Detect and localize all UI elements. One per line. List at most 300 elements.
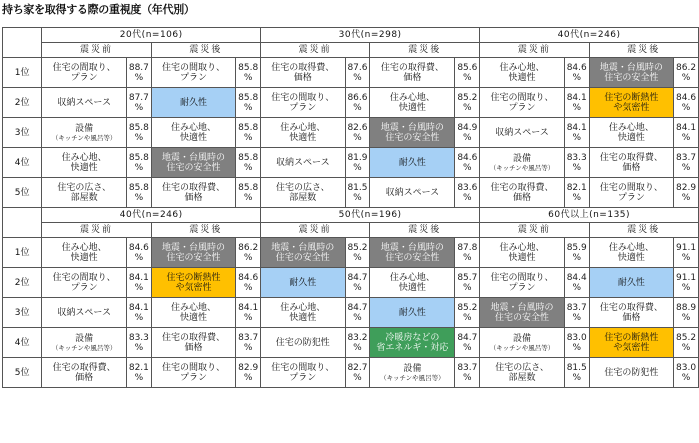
value-number: 88.7	[128, 62, 149, 73]
value-unit: %	[134, 132, 144, 143]
value-unit: %	[243, 72, 253, 83]
value-cell	[455, 178, 480, 208]
value-cell	[345, 148, 370, 178]
item-cell	[480, 148, 565, 178]
value-cell	[345, 58, 370, 88]
age-group-header: 40代(n=246)	[480, 28, 699, 43]
rank-label: 5位	[3, 178, 42, 208]
item-text: 地震・台風時の 住宅の安全性	[380, 122, 444, 143]
value-cell	[345, 328, 370, 358]
sub-header-before: 震災前	[261, 43, 370, 58]
item-cell	[42, 268, 127, 298]
value-cell	[455, 148, 480, 178]
item-cell	[480, 238, 565, 268]
item-text: 住み心地、 快適性	[499, 242, 545, 263]
item-text: 地震・台風時の 住宅の安全性	[162, 152, 226, 173]
value-number: 82.6	[347, 122, 368, 133]
item-text: 住宅の取得費、 価格	[52, 362, 116, 383]
item-cell	[480, 298, 565, 328]
value-number: 83.7	[457, 362, 478, 373]
value-cell	[236, 238, 261, 268]
value-number: 85.8	[128, 122, 149, 133]
value-number: 84.1	[128, 302, 149, 313]
rank-label: 3位	[3, 118, 42, 148]
value-number: 85.8	[238, 62, 259, 73]
item-text: 住宅の取得費、 価格	[380, 62, 444, 83]
value-cell	[236, 58, 261, 88]
value-unit: %	[134, 372, 144, 383]
value-number: 83.2	[347, 332, 368, 343]
value-cell	[455, 358, 480, 388]
item-text: 設備	[513, 153, 532, 164]
value-unit: %	[681, 252, 691, 263]
value-cell	[127, 148, 152, 178]
item-text: 住宅の間取り、 プラン	[271, 362, 335, 383]
value-unit: %	[243, 372, 253, 383]
item-cell	[589, 118, 674, 148]
item-cell	[589, 268, 674, 298]
item-cell	[480, 268, 565, 298]
value-cell	[564, 148, 589, 178]
value-unit: %	[243, 252, 253, 263]
item-text: 住み心地、 快適性	[280, 302, 326, 323]
item-cell	[151, 268, 236, 298]
ranking-table	[2, 27, 699, 388]
item-cell	[370, 328, 455, 358]
value-unit: %	[353, 102, 362, 113]
item-text: 住み心地、 快適性	[389, 272, 435, 293]
item-text: 耐久性	[617, 277, 645, 288]
rank-label: 4位	[3, 148, 42, 178]
value-unit: %	[134, 102, 144, 113]
item-cell	[151, 88, 236, 118]
value-unit: %	[463, 132, 472, 143]
value-cell	[236, 178, 261, 208]
item-cell	[480, 328, 565, 358]
item-text: 設備	[75, 333, 94, 344]
value-unit: %	[463, 312, 472, 323]
value-unit: %	[243, 342, 253, 353]
value-unit: %	[681, 312, 691, 323]
item-text: 地震・台風時の 住宅の安全性	[380, 242, 444, 263]
sub-header-before: 震災前	[42, 43, 151, 58]
value-cell	[455, 298, 480, 328]
item-text: 住宅の広さ、 部屋数	[275, 182, 330, 203]
value-cell	[345, 88, 370, 118]
value-unit: %	[681, 162, 691, 173]
item-text: 住宅の断熱性 や気密性	[604, 332, 659, 353]
item-cell	[261, 358, 346, 388]
item-cell	[370, 268, 455, 298]
item-text: 住宅の間取り、 プラン	[599, 182, 663, 203]
value-number: 85.8	[238, 152, 259, 163]
value-unit: %	[134, 342, 144, 353]
item-note: （キッチンや風呂等）	[489, 163, 555, 172]
corner-cell	[3, 28, 42, 58]
age-group-header: 40代(n=246)	[42, 208, 261, 223]
value-cell	[455, 118, 480, 148]
item-text: 住み心地、 快適性	[61, 152, 107, 173]
item-text: 設備	[75, 123, 94, 134]
value-cell	[564, 328, 589, 358]
item-cell	[261, 178, 346, 208]
value-number: 91.1	[676, 272, 697, 283]
value-unit: %	[463, 372, 472, 383]
value-cell	[127, 268, 152, 298]
value-unit: %	[572, 132, 581, 143]
item-text: 地震・台風時の 住宅の安全性	[162, 242, 226, 263]
item-cell	[480, 358, 565, 388]
value-cell	[236, 88, 261, 118]
value-unit: %	[243, 132, 253, 143]
value-number: 82.1	[566, 182, 587, 193]
value-number: 85.2	[347, 242, 368, 253]
item-cell	[370, 238, 455, 268]
value-cell	[345, 298, 370, 328]
value-cell	[564, 58, 589, 88]
value-cell	[674, 268, 699, 298]
value-cell	[674, 238, 699, 268]
item-text: 設備	[403, 363, 422, 374]
value-number: 85.6	[457, 62, 478, 73]
rank-label: 3位	[3, 298, 42, 328]
item-cell	[261, 118, 346, 148]
value-unit: %	[134, 282, 144, 293]
value-number: 84.1	[566, 122, 587, 133]
item-cell	[480, 58, 565, 88]
item-cell	[42, 88, 127, 118]
value-unit: %	[134, 72, 144, 83]
value-number: 84.1	[238, 302, 259, 313]
value-unit: %	[572, 72, 581, 83]
value-unit: %	[243, 162, 253, 173]
sub-header-after: 震災後	[589, 43, 698, 58]
item-text: 住宅の取得費、 価格	[599, 302, 663, 323]
item-cell	[42, 238, 127, 268]
item-text: 住宅の取得費、 価格	[599, 152, 663, 173]
value-cell	[127, 358, 152, 388]
value-cell	[345, 238, 370, 268]
item-text: 住宅の取得費、 価格	[271, 62, 335, 83]
value-number: 84.4	[566, 272, 587, 283]
value-cell	[127, 298, 152, 328]
value-cell	[564, 268, 589, 298]
item-cell	[370, 298, 455, 328]
age-group-header: 50代(n=196)	[261, 208, 480, 223]
value-unit: %	[353, 72, 362, 83]
value-number: 83.0	[566, 332, 587, 343]
item-cell	[151, 328, 236, 358]
value-cell	[564, 238, 589, 268]
value-number: 82.1	[128, 362, 149, 373]
value-cell	[127, 238, 152, 268]
value-number: 83.7	[566, 302, 587, 313]
value-cell	[455, 268, 480, 298]
value-cell	[455, 88, 480, 118]
value-unit: %	[134, 162, 144, 173]
item-cell	[42, 298, 127, 328]
item-text: 地震・台風時の 住宅の安全性	[271, 242, 335, 263]
value-unit: %	[243, 192, 253, 203]
item-cell	[589, 148, 674, 178]
item-cell	[261, 298, 346, 328]
item-text: 住み心地、 快適性	[499, 62, 545, 83]
item-text: 住み心地、 快適性	[608, 242, 654, 263]
value-unit: %	[463, 72, 472, 83]
rank-label: 2位	[3, 268, 42, 298]
item-text: 地震・台風時の 住宅の安全性	[599, 62, 663, 83]
item-cell	[589, 58, 674, 88]
item-text: 収納スペース	[57, 307, 111, 318]
value-cell	[674, 118, 699, 148]
value-number: 85.2	[457, 302, 478, 313]
item-cell	[151, 118, 236, 148]
value-cell	[564, 298, 589, 328]
item-cell	[42, 328, 127, 358]
item-cell	[480, 178, 565, 208]
item-text: 住み心地、 快適性	[389, 92, 435, 113]
item-text: 住宅の間取り、 プラン	[52, 272, 116, 293]
value-unit: %	[243, 282, 253, 293]
value-number: 86.2	[676, 62, 697, 73]
item-text: 地震・台風時の 住宅の安全性	[490, 302, 554, 323]
value-cell	[127, 178, 152, 208]
value-unit: %	[353, 132, 362, 143]
sub-header-after: 震災後	[370, 43, 480, 58]
rank-label: 5位	[3, 358, 42, 388]
item-cell	[261, 88, 346, 118]
item-text: 住宅の断熱性 や気密性	[166, 272, 221, 293]
item-text: 収納スペース	[57, 97, 111, 108]
item-text: 収納スペース	[276, 157, 330, 168]
sub-header-after: 震災後	[370, 223, 480, 238]
value-unit: %	[463, 162, 472, 173]
item-cell	[370, 88, 455, 118]
value-cell	[127, 328, 152, 358]
value-number: 85.8	[238, 182, 259, 193]
value-number: 81.5	[566, 362, 587, 373]
value-cell	[236, 148, 261, 178]
value-cell	[564, 118, 589, 148]
value-number: 84.1	[128, 272, 149, 283]
value-number: 84.6	[238, 272, 259, 283]
value-number: 83.0	[676, 362, 697, 373]
value-unit: %	[681, 132, 691, 143]
item-cell	[370, 358, 455, 388]
item-text: 冷暖房などの 省エネルギ・対応	[376, 332, 449, 353]
item-text: 住宅の間取り、 プラン	[490, 272, 554, 293]
value-number: 82.9	[238, 362, 259, 373]
value-number: 85.9	[566, 242, 587, 253]
sub-header-before: 震災前	[480, 43, 589, 58]
sub-header-before: 震災前	[480, 223, 589, 238]
rank-label: 1位	[3, 58, 42, 88]
item-note: （キッチンや風呂等）	[380, 373, 445, 382]
rank-label: 4位	[3, 328, 42, 358]
value-number: 86.6	[347, 92, 368, 103]
value-unit: %	[463, 282, 472, 293]
value-cell	[127, 58, 152, 88]
value-number: 84.1	[566, 92, 587, 103]
item-text: 収納スペース	[385, 187, 440, 198]
value-cell	[345, 118, 370, 148]
item-cell	[370, 58, 455, 88]
rank-label: 2位	[3, 88, 42, 118]
value-cell	[564, 88, 589, 118]
item-text: 耐久性	[180, 97, 208, 108]
item-cell	[151, 58, 236, 88]
value-number: 87.8	[457, 242, 478, 253]
value-cell	[564, 358, 589, 388]
item-text: 住宅の取得費、 価格	[162, 182, 226, 203]
item-note: （キッチンや風呂等）	[51, 133, 117, 142]
value-unit: %	[243, 312, 253, 323]
value-unit: %	[572, 342, 581, 353]
value-unit: %	[463, 342, 472, 353]
value-number: 84.6	[676, 92, 697, 103]
sub-header-before: 震災前	[261, 223, 370, 238]
item-text: 住宅の広さ、 部屋数	[495, 362, 549, 383]
item-cell	[151, 178, 236, 208]
item-text: 住宅の防犯性	[275, 337, 330, 348]
age-group-header: 60代以上(n=135)	[480, 208, 699, 223]
value-unit: %	[134, 192, 144, 203]
value-cell	[455, 58, 480, 88]
value-unit: %	[134, 252, 144, 263]
value-unit: %	[572, 312, 581, 323]
item-text: 住宅の取得費、 価格	[162, 332, 226, 353]
item-text: 住み心地、 快適性	[280, 122, 326, 143]
item-cell	[589, 298, 674, 328]
value-cell	[236, 328, 261, 358]
item-cell	[480, 88, 565, 118]
item-cell	[42, 58, 127, 88]
item-note: （キッチンや風呂等）	[489, 343, 555, 352]
value-unit: %	[681, 72, 691, 83]
item-cell	[480, 118, 565, 148]
value-cell	[127, 118, 152, 148]
item-cell	[589, 178, 674, 208]
value-unit: %	[463, 192, 472, 203]
item-cell	[42, 178, 127, 208]
item-text: 耐久性	[398, 307, 426, 318]
item-cell	[589, 238, 674, 268]
sub-header-after: 震災後	[151, 223, 260, 238]
age-group-header: 30代(n=298)	[261, 28, 480, 43]
item-cell	[42, 148, 127, 178]
item-text: 住宅の広さ、 部屋数	[57, 182, 111, 203]
value-number: 88.9	[676, 302, 697, 313]
value-number: 84.6	[566, 62, 587, 73]
value-cell	[127, 88, 152, 118]
value-cell	[236, 358, 261, 388]
value-number: 91.1	[676, 242, 697, 253]
item-text: 住宅の間取り、 プラン	[52, 62, 116, 83]
value-number: 82.7	[347, 362, 368, 373]
value-cell	[674, 58, 699, 88]
value-unit: %	[681, 192, 691, 203]
value-unit: %	[243, 102, 253, 113]
item-cell	[151, 358, 236, 388]
value-cell	[674, 148, 699, 178]
value-number: 85.2	[457, 92, 478, 103]
item-text: 住宅の間取り、 プラン	[162, 362, 226, 383]
value-unit: %	[572, 192, 581, 203]
value-unit: %	[572, 102, 581, 113]
value-unit: %	[681, 342, 691, 353]
item-text: 収納スペース	[495, 127, 549, 138]
value-unit: %	[572, 162, 581, 173]
value-number: 83.3	[566, 152, 587, 163]
item-cell	[370, 178, 455, 208]
item-text: 住宅の間取り、 プラン	[490, 92, 554, 113]
item-cell	[261, 238, 346, 268]
value-number: 84.9	[457, 122, 478, 133]
value-number: 84.7	[347, 302, 368, 313]
value-unit: %	[353, 252, 362, 263]
value-unit: %	[572, 282, 581, 293]
value-number: 84.6	[128, 242, 149, 253]
value-cell	[236, 268, 261, 298]
value-unit: %	[353, 192, 362, 203]
value-number: 85.2	[676, 332, 697, 343]
value-cell	[236, 298, 261, 328]
value-number: 83.6	[457, 182, 478, 193]
item-cell	[261, 58, 346, 88]
value-number: 83.3	[128, 332, 149, 343]
corner-cell	[3, 208, 42, 238]
item-text: 住み心地、 快適性	[171, 122, 217, 143]
item-cell	[151, 148, 236, 178]
item-text: 設備	[513, 333, 532, 344]
value-cell	[345, 358, 370, 388]
value-cell	[674, 328, 699, 358]
item-cell	[589, 328, 674, 358]
value-number: 85.7	[457, 272, 478, 283]
item-text: 住宅の防犯性	[604, 367, 659, 378]
value-unit: %	[681, 102, 691, 113]
value-unit: %	[134, 312, 144, 323]
value-unit: %	[572, 252, 581, 263]
item-text: 住み心地、 快適性	[61, 242, 107, 263]
value-number: 85.8	[128, 152, 149, 163]
value-cell	[455, 328, 480, 358]
item-text: 耐久性	[398, 157, 426, 168]
value-number: 84.6	[457, 152, 478, 163]
item-text: 住宅の取得費、 価格	[490, 182, 554, 203]
item-text: 住宅の間取り、 プラン	[271, 92, 335, 113]
value-cell	[236, 118, 261, 148]
value-number: 87.7	[128, 92, 149, 103]
value-unit: %	[353, 342, 362, 353]
value-number: 85.8	[238, 122, 259, 133]
value-number: 84.1	[676, 122, 697, 133]
item-text: 耐久性	[289, 277, 317, 288]
value-number: 81.5	[347, 182, 368, 193]
item-cell	[589, 358, 674, 388]
item-cell	[589, 88, 674, 118]
sub-header-after: 震災後	[151, 43, 260, 58]
value-cell	[455, 238, 480, 268]
item-note: （キッチンや風呂等）	[51, 343, 117, 352]
value-number: 84.7	[457, 332, 478, 343]
item-text: 住宅の断熱性 や気密性	[604, 92, 659, 113]
value-number: 87.6	[347, 62, 368, 73]
value-unit: %	[681, 372, 691, 383]
item-cell	[261, 268, 346, 298]
value-number: 86.2	[238, 242, 259, 253]
value-cell	[564, 178, 589, 208]
